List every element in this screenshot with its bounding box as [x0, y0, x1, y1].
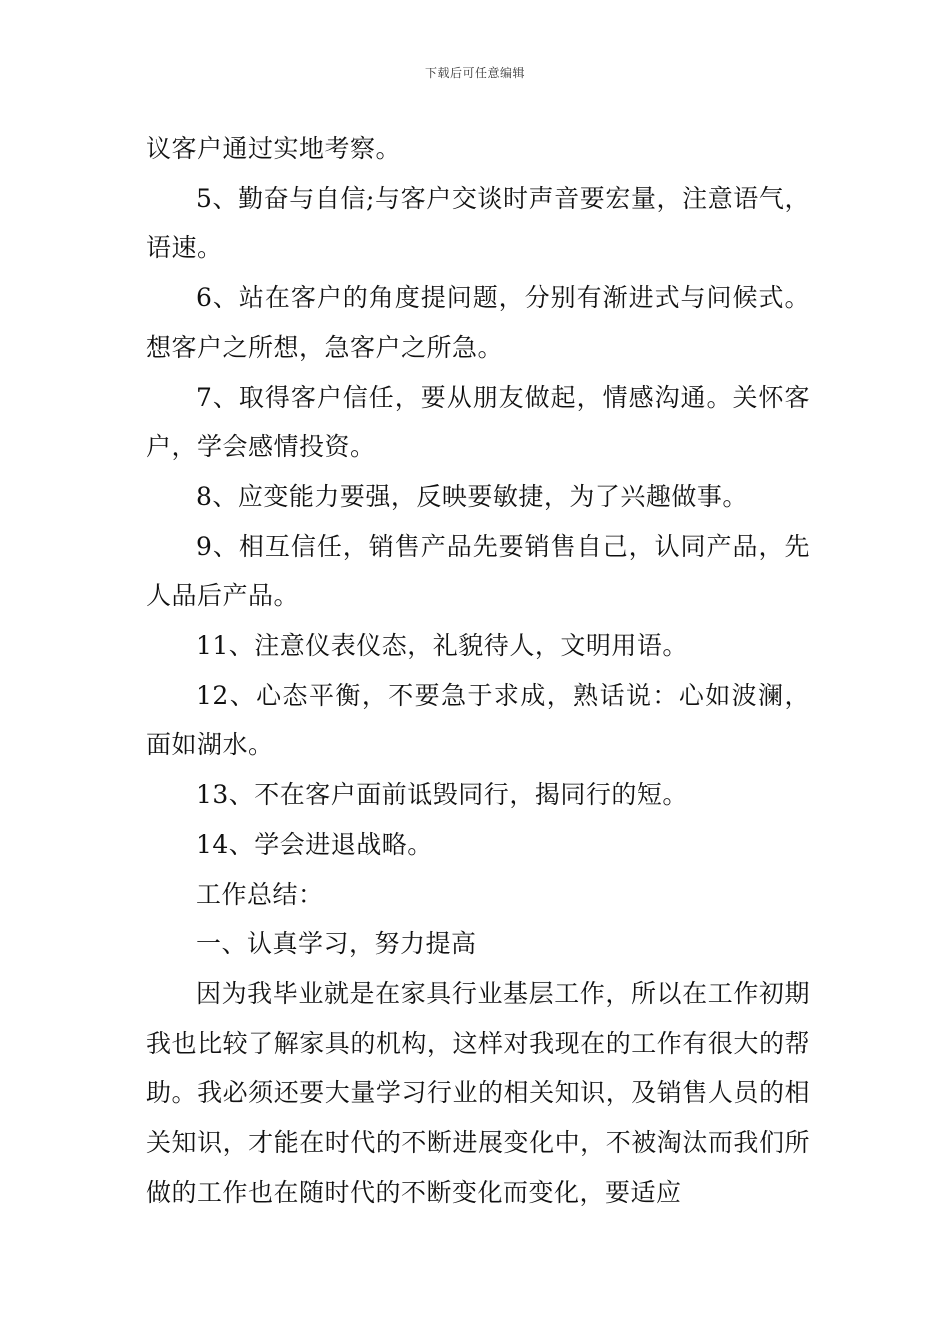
paragraph: 14、学会进退战略。 [196, 829, 433, 859]
document-body [146, 124, 810, 1217]
paragraph: 7、取得客户信任，要从朋友做起，情感沟通。关怀客户，学会感情投资。 [146, 382, 810, 462]
paragraph: 13、不在客户面前诋毁同行，揭同行的短。 [196, 780, 688, 810]
section-label: 工作总结： [196, 879, 324, 909]
paragraph: 因为我毕业就是在家具行业基层工作，所以在工作初期我也比较了解家具的机构，这样对我现在的工作有很大的帮助。我必须还要大量学习行业的相关知识，及销售人员的相关知识，才能在时代的不断进展变化中，不被淘汰而我们所做的工作也在随时代的不断变化而变化，要适应 [146, 978, 810, 1207]
paragraph: 12、心态平衡，不要急于求成，熟话说：心如波澜，面如湖水。 [146, 680, 810, 760]
paragraph: 8、应变能力要强，反映要敏捷，为了兴趣做事。 [196, 481, 748, 511]
paragraph: 5、勤奋与自信;与客户交谈时声音要宏量，注意语气，语速。 [146, 183, 810, 263]
paragraph: 6、站在客户的角度提问题，分别有渐进式与问候式。想客户之所想，急客户之所急。 [146, 283, 810, 362]
paragraph: 议客户通过实地考察。 [146, 134, 402, 163]
page-header: 下载后可任意编辑 [424, 66, 525, 80]
paragraph: 9、相互信任，销售产品先要销售自己，认同产品，先人品后产品。 [146, 531, 810, 611]
paragraph: 11、注意仪表仪态，礼貌待人，文明用语。 [196, 631, 688, 661]
section-heading: 一、认真学习，努力提高 [196, 929, 477, 959]
